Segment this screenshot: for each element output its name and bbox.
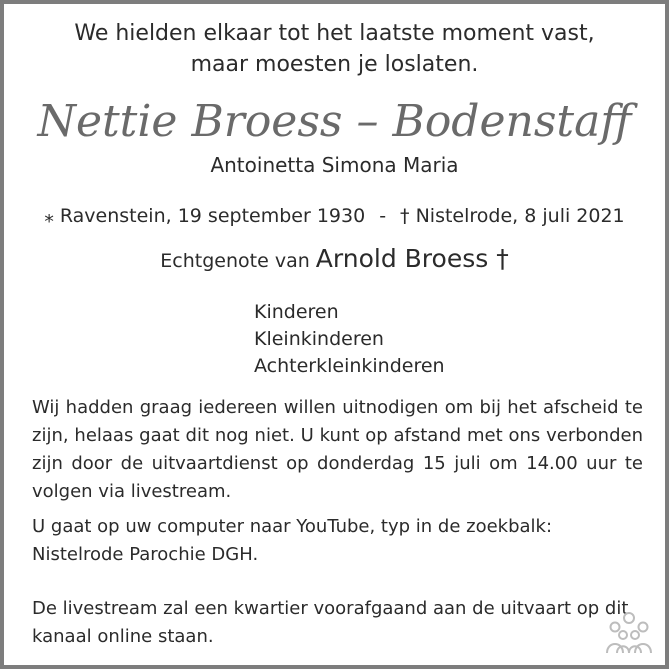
intro-line-1: We hielden elkaar tot het laatste moment vast, [74, 21, 595, 46]
intro-line-2: maar moesten je loslaten. [190, 52, 479, 77]
life-dates [4, 203, 665, 229]
intro-quote [4, 18, 665, 80]
spouse-prefix: Echtgenote van [160, 250, 310, 272]
date-separator: - [379, 205, 387, 227]
family-item-grandchildren: Kleinkinderen [254, 328, 384, 350]
deceased-name: Nettie Broess – Bodenstaff [37, 96, 632, 147]
youtube-instructions-line-1: U gaat op uw computer naar YouTube, typ in de zoekbalk: [32, 516, 553, 537]
family-list [254, 299, 445, 380]
birth-info: ⁎ Ravenstein, 19 september 1930 [44, 205, 366, 227]
family-item-children: Kinderen [254, 301, 339, 323]
family-item-great-grandchildren: Achterkleinkinderen [254, 355, 445, 377]
livestream-timing-paragraph: De livestream zal een kwartier voorafgaand aan de uitvaart op dit kanaal online staan. [32, 598, 629, 647]
death-info: † Nistelrode, 8 juli 2021 [400, 205, 625, 227]
youtube-instructions-paragraph [32, 513, 643, 569]
spouse-name: Arnold Broess † [315, 244, 509, 273]
youtube-instructions-line-2: Nistelrode Parochie DGH. [32, 544, 259, 565]
deceased-full-name: Antoinetta Simona Maria [210, 153, 459, 177]
spouse-line [4, 244, 665, 276]
people-group-icon [603, 611, 655, 655]
livestream-invitation-paragraph: Wij hadden graag iedereen willen uitnodigen om bij het afscheid te zijn, helaas gaat dit nog niet. U kunt op afstand met ons verbonden zijn door de uitvaartdienst op donderdag 15 juli om 14.00 uur te volgen via livestream. [32, 397, 643, 502]
